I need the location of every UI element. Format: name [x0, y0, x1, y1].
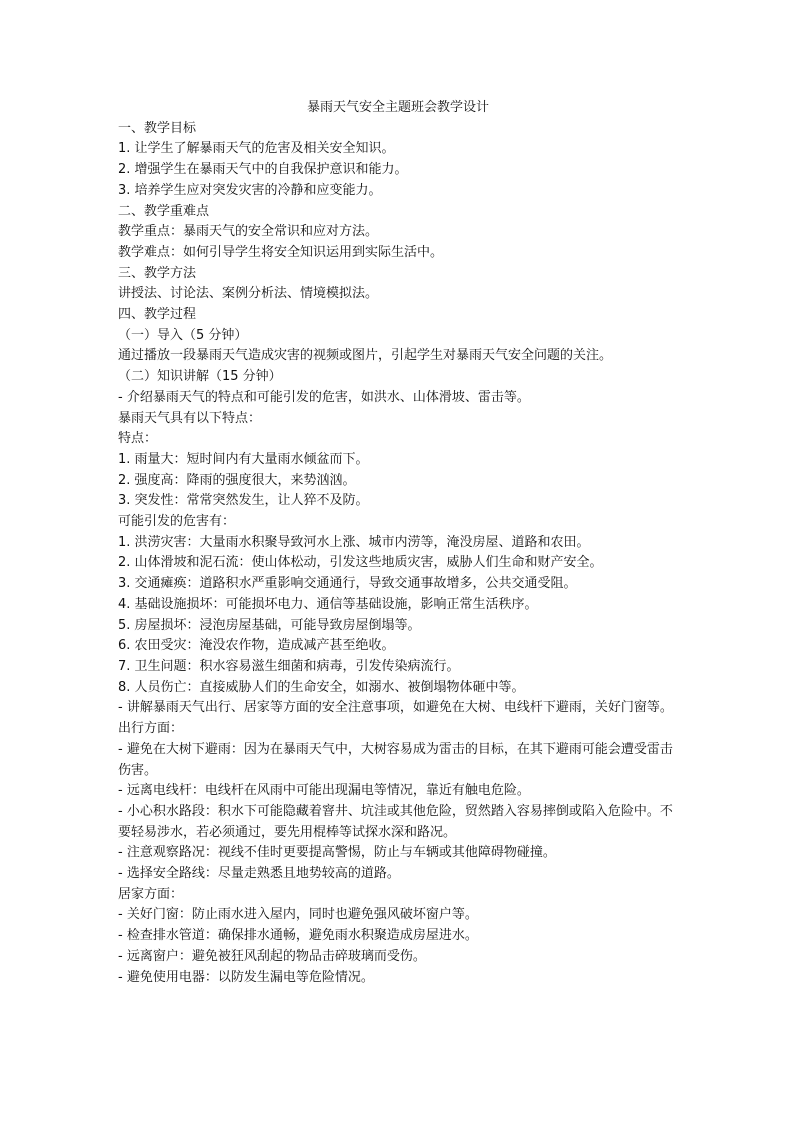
key-point: 教学重点：暴雨天气的安全常识和应对方法。 — [118, 224, 379, 240]
home-power: - 避免使用电器：以防发生漏电等危险情况。 — [118, 969, 374, 985]
home-door: - 关好门窗：防止雨水进入屋内，同时也避免强风破坏窗户等。 — [118, 907, 478, 923]
subheading-knowledge: （二）知识讲解（15 分钟） — [118, 369, 282, 385]
hazard-3: 3. 交通瘫痪：道路积水严重影响交通通行，导致交通事故增多，公共交通受阻。 — [118, 576, 577, 592]
knowledge-intro: - 介绍暴雨天气的特点和可能引发的危害，如洪水、山体滑坡、雷击等。 — [118, 389, 530, 405]
subheading-intro: （一）导入（5 分钟） — [118, 327, 248, 343]
travel-tree: - 避免在大树下避雨：因为在暴雨天气中，大树容易成为雷击的目标，在其下避雨可能会遭受雷击伤害。 — [118, 741, 673, 778]
difficult-point: 教学难点：如何引导学生将安全知识运用到实际生活中。 — [118, 244, 444, 260]
objective-3: 3. 培养学生应对突发灾害的冷静和应变能力。 — [118, 182, 382, 198]
travel-water: - 小心积水路段：积水下可能隐藏着窨井、坑洼或其他危险，贸然踏入容易摔倒或陷入危险中。不要轻易涉水，若必须通过，要先用棍棒等试探水深和路况。 — [118, 803, 673, 840]
document-page — [118, 98, 678, 988]
feature-3: 3. 突发性：常常突然发生，让人猝不及防。 — [118, 493, 369, 509]
travel-pole: - 远离电线杆：电线杆在风雨中可能出现漏电等情况，靠近有触电危险。 — [118, 783, 530, 799]
feature-2: 2. 强度高：降雨的强度很大，来势汹汹。 — [118, 472, 356, 488]
document-title: 暴雨天气安全主题班会教学设计 — [306, 100, 489, 115]
travel-route: - 选择安全路线：尽量走熟悉且地势较高的道路。 — [118, 866, 400, 882]
heading-methods: 三、教学方法 — [118, 265, 197, 281]
methods-text: 讲授法、讨论法、案例分析法、情境模拟法。 — [118, 286, 379, 302]
hazards-lead: 可能引发的危害有： — [118, 514, 236, 530]
home-drain: - 检查排水管道：确保排水通畅，避免雨水积聚造成房屋进水。 — [118, 928, 478, 944]
feature-1: 1. 雨量大：短时间内有大量雨水倾盆而下。 — [118, 451, 369, 467]
home-heading: 居家方面： — [118, 886, 184, 902]
features-label: 特点： — [118, 431, 158, 447]
hazard-2: 2. 山体滑坡和泥石流：使山体松动，引发这些地质灾害，威胁人们生命和财产安全。 — [118, 555, 603, 571]
hazard-7: 7. 卫生问题：积水容易滋生细菌和病毒，引发传染病流行。 — [118, 658, 460, 674]
home-window: - 远离窗户：避免被狂风刮起的物品击碎玻璃而受伤。 — [118, 948, 426, 964]
travel-observe: - 注意观察路况：视线不佳时更要提高警惕，防止与车辆或其他障碍物碰撞。 — [118, 845, 556, 861]
hazard-5: 5. 房屋损坏：浸泡房屋基础，可能导致房屋倒塌等。 — [118, 617, 421, 633]
hazard-6: 6. 农田受灾：淹没农作物，造成减产甚至绝收。 — [118, 638, 395, 654]
features-lead: 暴雨天气具有以下特点： — [118, 410, 262, 426]
hazard-1: 1. 洪涝灾害：大量雨水积聚导致河水上涨、城市内涝等，淹没房屋、道路和农田。 — [118, 534, 590, 550]
intro-text: 通过播放一段暴雨天气造成灾害的视频或图片，引起学生对暴雨天气安全问题的关注。 — [118, 348, 613, 364]
heading-key-points: 二、教学重难点 — [118, 203, 210, 219]
hazard-8: 8. 人员伤亡：直接威胁人们的生命安全，如溺水、被倒塌物体砸中等。 — [118, 679, 525, 695]
travel-heading: 出行方面： — [118, 721, 184, 737]
heading-objectives: 一、教学目标 — [118, 120, 197, 136]
heading-process: 四、教学过程 — [118, 307, 197, 323]
safety-intro: - 讲解暴雨天气出行、居家等方面的安全注意事项，如避免在大树、电线杆下避雨，关好门窗等。 — [118, 700, 673, 716]
objective-1: 1. 让学生了解暴雨天气的危害及相关安全知识。 — [118, 141, 395, 157]
hazard-4: 4. 基础设施损坏：可能损坏电力、通信等基础设施，影响正常生活秩序。 — [118, 596, 538, 612]
objective-2: 2. 增强学生在暴雨天气中的自我保护意识和能力。 — [118, 162, 408, 178]
